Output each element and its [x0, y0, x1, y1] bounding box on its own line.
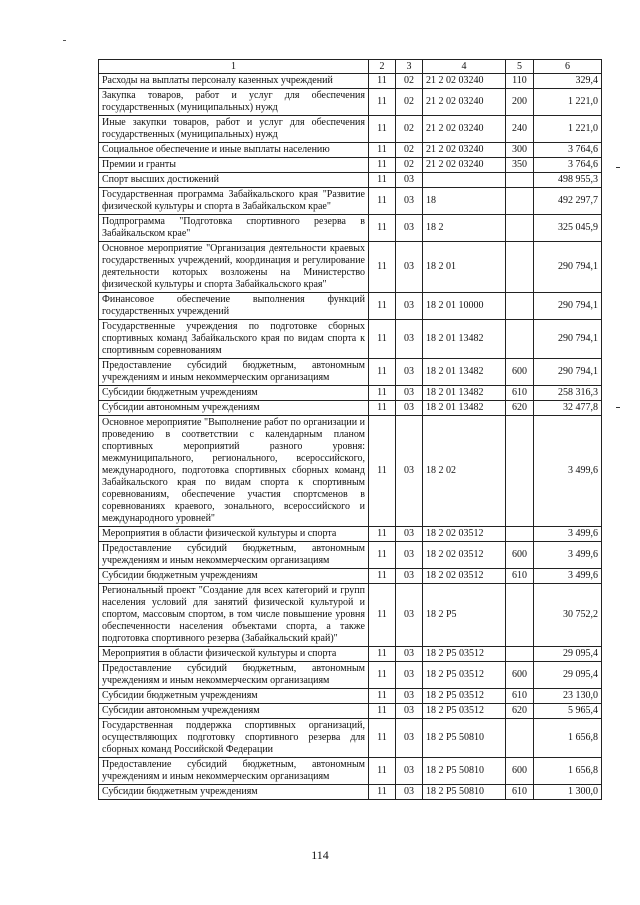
table-row — [99, 569, 602, 584]
scan-mark — [616, 407, 620, 408]
cell-col-1: Субсидии бюджетным учреждениям — [99, 569, 369, 584]
cell-col-4: 18 2 01 13482 — [423, 401, 506, 416]
table-row — [99, 89, 602, 116]
table-row — [99, 215, 602, 242]
cell-col-1: Государственные учреждения по подготовке сборных спортивных команд Забайкальского края по видам спорта к спортивным соревнованиям — [99, 320, 369, 359]
cell-col-3: 03 — [396, 647, 423, 662]
cell-col-5 — [506, 242, 534, 293]
cell-col-1: Субсидии бюджетным учреждениям — [99, 689, 369, 704]
cell-col-3: 03 — [396, 785, 423, 800]
table-row — [99, 704, 602, 719]
cell-col-1: Мероприятия в области физической культуры и спорта — [99, 647, 369, 662]
cell-col-1: Спорт высших достижений — [99, 173, 369, 188]
cell-col-5 — [506, 416, 534, 527]
cell-col-4: 18 — [423, 188, 506, 215]
cell-col-2: 11 — [369, 584, 396, 647]
table-row — [99, 527, 602, 542]
cell-col-6: 492 297,7 — [534, 188, 602, 215]
cell-col-3: 03 — [396, 527, 423, 542]
scan-speck — [63, 40, 66, 41]
cell-col-3: 02 — [396, 74, 423, 89]
cell-col-4: 18 2 P5 50810 — [423, 785, 506, 800]
cell-col-4 — [423, 173, 506, 188]
table-row — [99, 320, 602, 359]
cell-col-5: 200 — [506, 89, 534, 116]
cell-col-2: 11 — [369, 215, 396, 242]
cell-col-6: 329,4 — [534, 74, 602, 89]
cell-col-3: 02 — [396, 158, 423, 173]
cell-col-5: 610 — [506, 785, 534, 800]
cell-col-1: Закупка товаров, работ и услуг для обеспечения государственных (муниципальных) нужд — [99, 89, 369, 116]
cell-col-1: Предоставление субсидий бюджетным, автономным учреждениям и иным некоммерческим организациям — [99, 359, 369, 386]
cell-col-6: 498 955,3 — [534, 173, 602, 188]
cell-col-6: 1 656,8 — [534, 719, 602, 758]
cell-col-5: 610 — [506, 569, 534, 584]
table-row — [99, 689, 602, 704]
cell-col-1: Подпрограмма "Подготовка спортивного резерва в Забайкальском крае" — [99, 215, 369, 242]
cell-col-5: 350 — [506, 158, 534, 173]
cell-col-2: 11 — [369, 89, 396, 116]
cell-col-3: 03 — [396, 584, 423, 647]
cell-col-4: 18 2 P5 03512 — [423, 704, 506, 719]
cell-col-3: 03 — [396, 293, 423, 320]
cell-col-6: 29 095,4 — [534, 662, 602, 689]
cell-col-1: Предоставление субсидий бюджетным, автономным учреждениям и иным некоммерческим организациям — [99, 758, 369, 785]
cell-col-5: 600 — [506, 662, 534, 689]
cell-col-3: 03 — [396, 569, 423, 584]
cell-col-1: Иные закупки товаров, работ и услуг для обеспечения государственных (муниципальных) нужд — [99, 116, 369, 143]
cell-col-1: Основное мероприятие "Выполнение работ по организации и проведению в соответствии с календарным планом спортивных мероприятий разного уровня: межмуниципального, регионального, всероссийского, международного, подготовка спортивных сборных команд Забайкальского края по видам спорта к спортивным соревнованиям, обеспечение участия спортсменов в соревнованиях краевого, зонального, всероссийского и международного уровней" — [99, 416, 369, 527]
table-row — [99, 416, 602, 527]
cell-col-2: 11 — [369, 386, 396, 401]
cell-col-2: 11 — [369, 116, 396, 143]
cell-col-1: Субсидии бюджетным учреждениям — [99, 785, 369, 800]
cell-col-1: Предоставление субсидий бюджетным, автономным учреждениям и иным некоммерческим организациям — [99, 542, 369, 569]
cell-col-2: 11 — [369, 785, 396, 800]
cell-col-5: 620 — [506, 401, 534, 416]
table-row — [99, 647, 602, 662]
cell-col-5: 600 — [506, 542, 534, 569]
cell-col-2: 11 — [369, 173, 396, 188]
cell-col-4: 18 2 P5 03512 — [423, 689, 506, 704]
cell-col-4: 21 2 02 03240 — [423, 116, 506, 143]
cell-col-4: 18 2 P5 03512 — [423, 647, 506, 662]
cell-col-2: 11 — [369, 542, 396, 569]
cell-col-3: 03 — [396, 719, 423, 758]
table-row — [99, 386, 602, 401]
cell-col-2: 11 — [369, 662, 396, 689]
cell-col-6: 3 499,6 — [534, 569, 602, 584]
cell-col-1: Социальное обеспечение и иные выплаты населению — [99, 143, 369, 158]
cell-col-3: 03 — [396, 242, 423, 293]
cell-col-2: 11 — [369, 569, 396, 584]
cell-col-4: 18 2 01 — [423, 242, 506, 293]
cell-col-4: 18 2 02 03512 — [423, 527, 506, 542]
cell-col-6: 1 656,8 — [534, 758, 602, 785]
cell-col-5 — [506, 188, 534, 215]
cell-col-2: 11 — [369, 758, 396, 785]
cell-col-5 — [506, 215, 534, 242]
cell-col-4: 18 2 P5 — [423, 584, 506, 647]
cell-col-4: 18 2 01 13482 — [423, 320, 506, 359]
page-number: 114 — [311, 848, 329, 862]
header-col-4: 4 — [423, 60, 506, 74]
cell-col-6: 29 095,4 — [534, 647, 602, 662]
cell-col-6: 290 794,1 — [534, 242, 602, 293]
cell-col-4: 21 2 02 03240 — [423, 74, 506, 89]
cell-col-1: Государственная программа Забайкальского края "Развитие физической культуры и спорта в Забайкальском крае" — [99, 188, 369, 215]
table-row — [99, 542, 602, 569]
table-row — [99, 242, 602, 293]
cell-col-5 — [506, 320, 534, 359]
cell-col-1: Субсидии автономным учреждениям — [99, 401, 369, 416]
cell-col-5 — [506, 527, 534, 542]
budget-table — [98, 59, 602, 800]
table-row — [99, 173, 602, 188]
table-row — [99, 158, 602, 173]
header-col-6: 6 — [534, 60, 602, 74]
cell-col-6: 5 965,4 — [534, 704, 602, 719]
cell-col-6: 32 477,8 — [534, 401, 602, 416]
table-row — [99, 758, 602, 785]
cell-col-5 — [506, 584, 534, 647]
cell-col-2: 11 — [369, 416, 396, 527]
cell-col-2: 11 — [369, 242, 396, 293]
header-col-5: 5 — [506, 60, 534, 74]
table-row — [99, 116, 602, 143]
cell-col-5: 600 — [506, 359, 534, 386]
cell-col-3: 03 — [396, 542, 423, 569]
cell-col-2: 11 — [369, 188, 396, 215]
cell-col-1: Субсидии автономным учреждениям — [99, 704, 369, 719]
cell-col-3: 02 — [396, 89, 423, 116]
header-col-1: 1 — [99, 60, 369, 74]
header-col-3: 3 — [396, 60, 423, 74]
cell-col-4: 18 2 02 03512 — [423, 569, 506, 584]
header-col-2: 2 — [369, 60, 396, 74]
cell-col-4: 21 2 02 03240 — [423, 143, 506, 158]
cell-col-2: 11 — [369, 527, 396, 542]
cell-col-5: 610 — [506, 689, 534, 704]
cell-col-3: 03 — [396, 173, 423, 188]
table-row — [99, 584, 602, 647]
cell-col-5: 620 — [506, 704, 534, 719]
cell-col-6: 3 764,6 — [534, 143, 602, 158]
table-row — [99, 293, 602, 320]
cell-col-2: 11 — [369, 719, 396, 758]
cell-col-6: 30 752,2 — [534, 584, 602, 647]
cell-col-2: 11 — [369, 293, 396, 320]
cell-col-6: 290 794,1 — [534, 359, 602, 386]
cell-col-1: Предоставление субсидий бюджетным, автономным учреждениям и иным некоммерческим организациям — [99, 662, 369, 689]
cell-col-4: 21 2 02 03240 — [423, 158, 506, 173]
cell-col-5: 600 — [506, 758, 534, 785]
cell-col-4: 18 2 02 03512 — [423, 542, 506, 569]
cell-col-3: 03 — [396, 386, 423, 401]
cell-col-5 — [506, 719, 534, 758]
cell-col-3: 03 — [396, 401, 423, 416]
cell-col-2: 11 — [369, 704, 396, 719]
cell-col-6: 290 794,1 — [534, 293, 602, 320]
table-row — [99, 359, 602, 386]
cell-col-6: 3 499,6 — [534, 416, 602, 527]
cell-col-6: 1 221,0 — [534, 116, 602, 143]
cell-col-2: 11 — [369, 143, 396, 158]
cell-col-3: 03 — [396, 320, 423, 359]
cell-col-2: 11 — [369, 647, 396, 662]
cell-col-2: 11 — [369, 320, 396, 359]
cell-col-1: Государственная поддержка спортивных организаций, осуществляющих подготовку спортивного резерва для сборных команд Российской Федерации — [99, 719, 369, 758]
cell-col-6: 325 045,9 — [534, 215, 602, 242]
table-row — [99, 401, 602, 416]
table-row — [99, 74, 602, 89]
table-body — [99, 74, 602, 800]
cell-col-6: 1 221,0 — [534, 89, 602, 116]
cell-col-3: 03 — [396, 689, 423, 704]
cell-col-4: 18 2 02 — [423, 416, 506, 527]
cell-col-4: 18 2 P5 50810 — [423, 758, 506, 785]
cell-col-2: 11 — [369, 359, 396, 386]
table-row — [99, 785, 602, 800]
cell-col-1: Мероприятия в области физической культуры и спорта — [99, 527, 369, 542]
cell-col-5 — [506, 647, 534, 662]
cell-col-6: 258 316,3 — [534, 386, 602, 401]
cell-col-5 — [506, 173, 534, 188]
cell-col-4: 21 2 02 03240 — [423, 89, 506, 116]
cell-col-1: Финансовое обеспечение выполнения функций государственных учреждений — [99, 293, 369, 320]
cell-col-4: 18 2 01 13482 — [423, 359, 506, 386]
cell-col-4: 18 2 01 10000 — [423, 293, 506, 320]
cell-col-3: 03 — [396, 662, 423, 689]
cell-col-5: 300 — [506, 143, 534, 158]
cell-col-6: 3 499,6 — [534, 527, 602, 542]
cell-col-5 — [506, 293, 534, 320]
cell-col-3: 03 — [396, 359, 423, 386]
cell-col-3: 02 — [396, 116, 423, 143]
cell-col-3: 03 — [396, 758, 423, 785]
cell-col-1: Премии и гранты — [99, 158, 369, 173]
cell-col-1: Субсидии бюджетным учреждениям — [99, 386, 369, 401]
cell-col-6: 290 794,1 — [534, 320, 602, 359]
cell-col-6: 3 764,6 — [534, 158, 602, 173]
table-row — [99, 188, 602, 215]
cell-col-4: 18 2 P5 50810 — [423, 719, 506, 758]
cell-col-1: Расходы на выплаты персоналу казенных учреждений — [99, 74, 369, 89]
cell-col-6: 3 499,6 — [534, 542, 602, 569]
cell-col-1: Основное мероприятие "Организация деятельности краевых государственных учреждений, координация и регулирование деятельности которых возложены на Министерство физической культуры и спорта Забайкальского края" — [99, 242, 369, 293]
cell-col-2: 11 — [369, 158, 396, 173]
cell-col-3: 03 — [396, 704, 423, 719]
cell-col-3: 03 — [396, 188, 423, 215]
cell-col-4: 18 2 01 13482 — [423, 386, 506, 401]
cell-col-6: 23 130,0 — [534, 689, 602, 704]
cell-col-2: 11 — [369, 401, 396, 416]
table-row — [99, 143, 602, 158]
cell-col-5: 240 — [506, 116, 534, 143]
table-row — [99, 662, 602, 689]
cell-col-3: 03 — [396, 215, 423, 242]
cell-col-1: Региональный проект "Создание для всех категорий и групп населения условий для занятий физической культурой и спортом, массовым спортом, в том числе повышение уровня обеспеченности населения объектами спорта, а также подготовка спортивного резерва (Забайкальский край)" — [99, 584, 369, 647]
cell-col-4: 18 2 P5 03512 — [423, 662, 506, 689]
scan-mark — [616, 167, 620, 168]
cell-col-5: 610 — [506, 386, 534, 401]
cell-col-3: 03 — [396, 416, 423, 527]
header-row — [99, 60, 602, 74]
table-row — [99, 719, 602, 758]
cell-col-2: 11 — [369, 689, 396, 704]
cell-col-3: 02 — [396, 143, 423, 158]
cell-col-6: 1 300,0 — [534, 785, 602, 800]
cell-col-5: 110 — [506, 74, 534, 89]
cell-col-2: 11 — [369, 74, 396, 89]
cell-col-4: 18 2 — [423, 215, 506, 242]
